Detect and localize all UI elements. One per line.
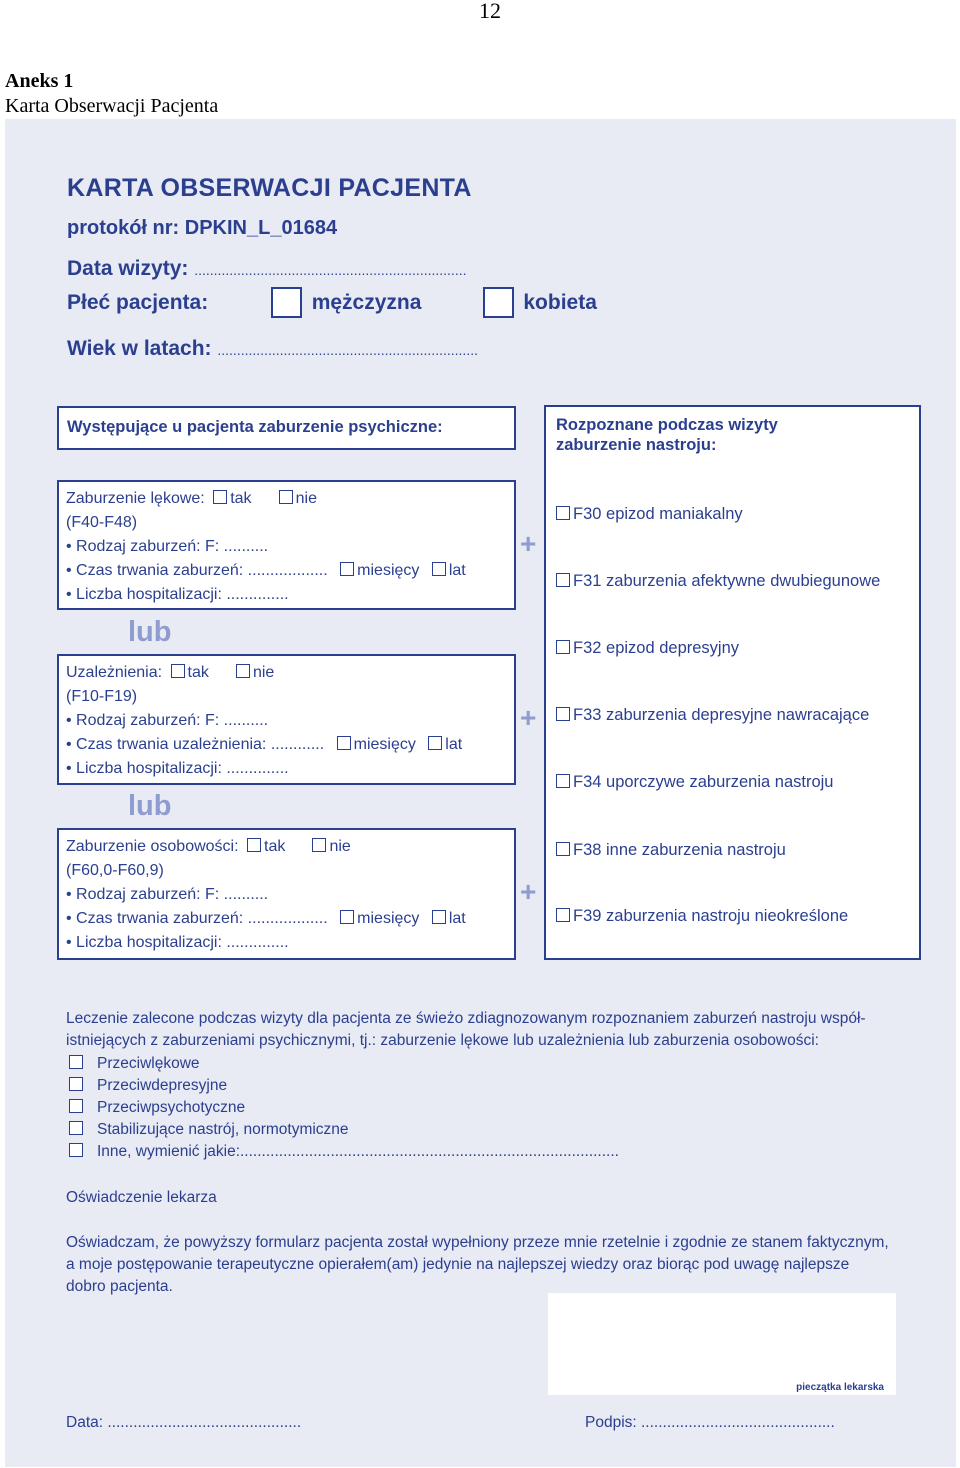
signature-field[interactable]: Podpis: ............................................. <box>585 1414 835 1431</box>
male-label: mężczyzna <box>311 290 422 314</box>
annex-title: Aneks 1 <box>5 70 74 92</box>
plus-connector-3: + <box>520 876 537 907</box>
treatment-option-label: Przeciwpsychotyczne <box>97 1099 246 1116</box>
addiction-no-label: nie <box>252 664 275 681</box>
plus-connector-2: + <box>520 702 537 733</box>
addiction-duration-line[interactable]: • Czas trwania uzależnienia: ............ <box>66 736 325 753</box>
addiction-yes-checkbox[interactable] <box>171 664 185 678</box>
mood-item-f33[interactable] <box>556 706 869 725</box>
personality-no-checkbox[interactable] <box>312 838 326 852</box>
mood-item-f32[interactable] <box>556 639 739 658</box>
mood-item-label: F33 zaburzenia depresyjne nawracające <box>573 706 870 724</box>
sex-label: Płeć pacjenta: <box>67 290 209 314</box>
personality-hospitalization-line[interactable]: • Liczba hospitalizacji: .............. <box>66 934 289 951</box>
checkbox[interactable] <box>556 774 570 788</box>
stamp-label: pieczątka lekarska <box>796 1382 884 1393</box>
treatment-option-antipsychotic[interactable] <box>69 1097 619 1119</box>
checkbox[interactable] <box>556 908 570 922</box>
anxiety-no-checkbox[interactable] <box>279 490 293 504</box>
mood-disorder-header <box>556 415 778 455</box>
personality-code: (F60,0-F60,9) <box>66 862 164 879</box>
female-label: kobieta <box>523 290 597 314</box>
mood-item-label: F31 zaburzenia afektywne dwubiegunowe <box>573 572 881 590</box>
personality-years-label: lat <box>448 910 466 927</box>
annex-subtitle: Karta Obserwacji Pacjenta <box>5 95 219 117</box>
treatment-option-label: Inne, wymienić jakie:........................................................................................ <box>97 1143 619 1160</box>
statement-line1: Oświadczam, że powyższy formularz pacjenta został wypełniony przeze mnie rzetelnie i zgodnie ze stanem faktycznym, <box>66 1234 889 1251</box>
protocol-number: protokół nr: DPKIN_L_01684 <box>67 217 338 239</box>
date-field[interactable]: Data: ............................................. <box>66 1414 302 1431</box>
visit-date-row <box>67 257 467 281</box>
anxiety-yes-checkbox[interactable] <box>213 490 227 504</box>
statement-title: Oświadczenie lekarza <box>66 1189 217 1206</box>
treatment-option-label: Przeciwlękowe <box>97 1055 200 1072</box>
checkbox[interactable] <box>69 1121 83 1135</box>
addiction-years-checkbox[interactable] <box>428 736 442 750</box>
personality-no-label: nie <box>329 838 351 855</box>
checkbox[interactable] <box>556 707 570 721</box>
visit-date-field[interactable]: ...................................................................... <box>194 262 467 278</box>
addiction-panel-content <box>66 661 462 781</box>
treatment-option-label: Stabilizujące nastrój, normotymiczne <box>97 1121 349 1138</box>
treatment-option-antidepressant[interactable] <box>69 1075 619 1097</box>
anxiety-no-label: nie <box>295 490 318 507</box>
treatment-options <box>69 1053 619 1163</box>
checkbox[interactable] <box>556 573 570 587</box>
checkbox[interactable] <box>69 1143 83 1157</box>
treatment-intro-line2: istniejących z zaburzeniami psychicznymi, tj.: zaburzenie lękowe lub uzależnienia lub zaburzenia osobowości: <box>66 1032 819 1049</box>
mood-item-label: F30 epizod maniakalny <box>573 505 743 523</box>
addiction-no-checkbox[interactable] <box>236 664 250 678</box>
treatment-intro-line1: Leczenie zalecone podczas wizyty dla pacjenta ze świeżo zdiagnozowanym rozpoznaniem zaburzeń nastroju współ- <box>66 1010 866 1027</box>
addiction-title-row <box>66 661 462 685</box>
age-label: Wiek w latach: <box>67 337 212 360</box>
observation-form-sheet <box>5 119 956 1467</box>
addiction-hospitalization-line[interactable]: • Liczba hospitalizacji: .............. <box>66 760 289 777</box>
addiction-months-label: miesięcy <box>353 736 416 753</box>
anxiety-years-label: lat <box>448 562 466 579</box>
mood-item-label: F39 zaburzenia nastroju nieokreślone <box>573 907 849 925</box>
personality-months-label: miesięcy <box>357 910 420 927</box>
addiction-yes-label: tak <box>187 664 209 681</box>
treatment-option-anxiolytic[interactable] <box>69 1053 619 1075</box>
anxiety-title-row <box>66 487 466 511</box>
age-row <box>67 337 478 361</box>
personality-type-line[interactable]: • Rodzaj zaburzeń: F: .......... <box>66 886 269 903</box>
plus-connector-1: + <box>520 528 537 559</box>
personality-title-row <box>66 835 466 859</box>
anxiety-duration-row <box>66 559 466 583</box>
anxiety-title: Zaburzenie lękowe: <box>66 490 205 507</box>
mood-item-label: F38 inne zaburzenia nastroju <box>573 841 786 859</box>
anxiety-months-label: miesięcy <box>357 562 420 579</box>
checkbox[interactable] <box>69 1099 83 1113</box>
anxiety-code: (F40-F48) <box>66 514 138 531</box>
or-label-2: lub <box>128 790 172 822</box>
mood-item-f34[interactable] <box>556 773 833 792</box>
mood-disorder-panel <box>544 405 921 960</box>
personality-yes-label: tak <box>264 838 286 855</box>
personality-duration-line[interactable]: • Czas trwania zaburzeń: .................. <box>66 910 328 927</box>
checkbox[interactable] <box>69 1055 83 1069</box>
personality-months-checkbox[interactable] <box>340 910 354 924</box>
addiction-type-line[interactable]: • Rodzaj zaburzeń: F: .......... <box>66 712 269 729</box>
personality-duration-row <box>66 907 466 931</box>
male-checkbox[interactable] <box>271 287 302 318</box>
addiction-months-checkbox[interactable] <box>337 736 351 750</box>
anxiety-yes-label: tak <box>230 490 252 507</box>
mood-item-label: F32 epizod depresyjny <box>573 639 740 657</box>
anxiety-duration-line[interactable]: • Czas trwania zaburzeń: .................. <box>66 562 328 579</box>
anxiety-disorder-panel <box>57 480 516 610</box>
mood-item-f38[interactable] <box>556 841 786 860</box>
treatment-option-label: Przeciwdepresyjne <box>97 1077 228 1094</box>
checkbox[interactable] <box>556 842 570 856</box>
mood-header-line1: Rozpoznane podczas wizyty <box>556 416 778 434</box>
treatment-option-mood-stabilizer[interactable] <box>69 1119 619 1141</box>
anxiety-type-line[interactable]: • Rodzaj zaburzeń: F: .......... <box>66 538 269 555</box>
form-title: KARTA OBSERWACJI PACJENTA <box>67 174 472 202</box>
addiction-years-label: lat <box>445 736 463 753</box>
addiction-duration-row <box>66 733 462 757</box>
treatment-option-other[interactable] <box>69 1141 619 1163</box>
mood-item-f31[interactable] <box>556 572 880 591</box>
psychiatric-disorder-header-text: Występujące u pacjenta zaburzenie psychiczne: <box>67 418 443 436</box>
mood-item-f39[interactable] <box>556 907 848 926</box>
mood-item-label: F34 uporczywe zaburzenia nastroju <box>573 773 834 791</box>
age-field[interactable]: ................................................................... <box>217 342 478 358</box>
anxiety-months-checkbox[interactable] <box>340 562 354 576</box>
mood-item-f30[interactable] <box>556 505 743 524</box>
checkbox[interactable] <box>69 1077 83 1091</box>
addiction-code: (F10-F19) <box>66 688 138 705</box>
mood-header-line2: zaburzenie nastroju: <box>556 436 717 454</box>
sex-row <box>67 287 597 318</box>
psychiatric-disorder-header <box>57 406 516 450</box>
personality-title: Zaburzenie osobowości: <box>66 838 239 855</box>
anxiety-years-checkbox[interactable] <box>432 562 446 576</box>
personality-panel-content <box>66 835 466 955</box>
female-checkbox[interactable] <box>483 287 514 318</box>
checkbox[interactable] <box>556 506 570 520</box>
personality-yes-checkbox[interactable] <box>247 838 261 852</box>
personality-disorder-panel <box>57 828 516 960</box>
checkbox[interactable] <box>556 640 570 654</box>
page-number: 12 <box>479 0 501 23</box>
treatment-intro <box>66 1008 866 1052</box>
statement-line3: dobro pacjenta. <box>66 1278 173 1295</box>
addiction-title: Uzależnienia: <box>66 664 163 681</box>
statement-text <box>66 1232 889 1298</box>
visit-date-label: Data wizyty: <box>67 257 189 280</box>
statement-line2: a moje postępowanie terapeutyczne opierałem(am) jedynie na najlepszej wiedzy oraz biorąc pod uwagę najlepsze <box>66 1256 850 1273</box>
doctor-stamp-area[interactable] <box>548 1293 896 1395</box>
anxiety-hospitalization-line[interactable]: • Liczba hospitalizacji: .............. <box>66 586 289 603</box>
personality-years-checkbox[interactable] <box>432 910 446 924</box>
anxiety-panel-content <box>66 487 466 607</box>
addiction-panel <box>57 654 516 785</box>
or-label-1: lub <box>128 616 172 648</box>
